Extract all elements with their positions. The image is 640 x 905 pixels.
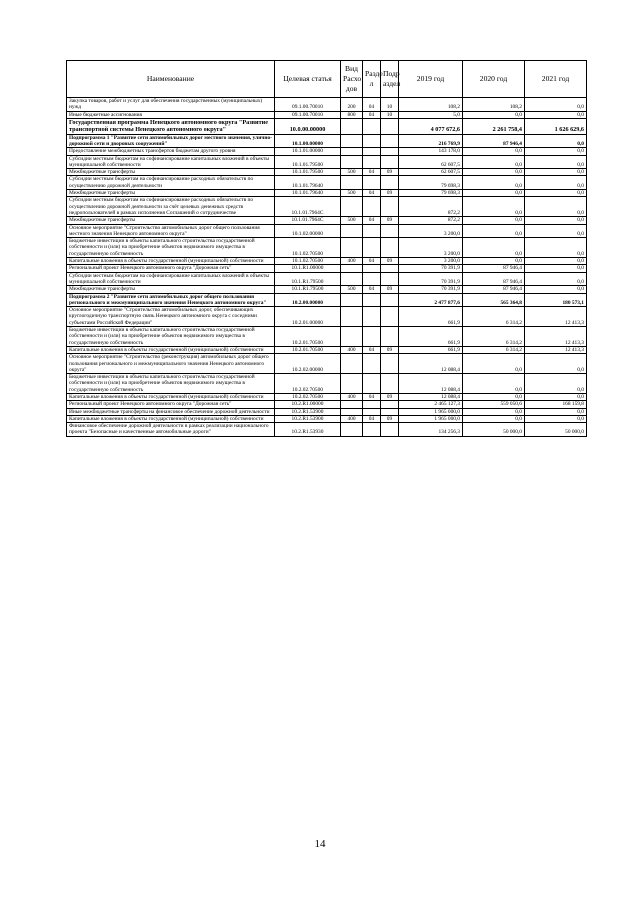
row-expense-type-cell xyxy=(341,148,363,155)
row-section-cell xyxy=(363,401,381,408)
row-expense-type-cell: 400 xyxy=(341,393,363,400)
table-row xyxy=(67,238,587,258)
row-2019-cell: 1 965 000,0 xyxy=(399,408,463,415)
row-name-cell: Иные межбюджетные трансферты на финансовое обеспечение дорожной деятельности xyxy=(67,408,275,415)
row-name-cell: Предоставление межбюджетных трансфертов бюджетам другого уровня xyxy=(67,148,275,155)
row-name-cell: Межбюджетные трансферты xyxy=(67,217,275,224)
row-name-cell: Межбюджетные трансферты xyxy=(67,169,275,176)
row-subsection-cell: 09 xyxy=(381,286,399,293)
header-subsection: Подр аздел xyxy=(381,61,399,98)
row-name-cell: Бюджетные инвестиции в объекты капитального строительства государственной собственности и (или) на приобретение объектов недвижимого имущества в государственную собственность xyxy=(67,327,275,347)
row-name-cell: Капитальные вложения в объекты государственной (муниципальной) собственности xyxy=(67,258,275,265)
row-name-cell: Межбюджетные трансферты xyxy=(67,286,275,293)
row-2019-cell: 872,2 xyxy=(399,217,463,224)
row-section-cell xyxy=(363,155,381,169)
row-section-cell: 04 xyxy=(363,190,381,197)
row-target-article-cell: 10.1.01.79640 xyxy=(275,176,341,190)
row-target-article-cell: 10.1.01.79640 xyxy=(275,190,341,197)
row-2020-cell: 0,0 xyxy=(463,238,525,258)
row-expense-type-cell: 400 xyxy=(341,346,363,353)
row-2021-cell: 0,0 xyxy=(525,169,587,176)
row-2021-cell: 180 573,1 xyxy=(525,293,587,307)
row-2019-cell: 2 477 877,6 xyxy=(399,293,463,307)
table-row xyxy=(67,354,587,374)
row-subsection-cell xyxy=(381,307,399,327)
table-row xyxy=(67,415,587,422)
row-2020-cell: 0,0 xyxy=(463,111,525,118)
row-expense-type-cell xyxy=(341,197,363,217)
row-target-article-cell: 10.2.02.70500 xyxy=(275,374,341,394)
row-subsection-cell xyxy=(381,423,399,437)
row-expense-type-cell: 500 xyxy=(341,190,363,197)
budget-table xyxy=(66,60,587,437)
row-target-article-cell: 10.1.01.00000 xyxy=(275,148,341,155)
row-2021-cell: 0,0 xyxy=(525,286,587,293)
row-target-article-cell: 10.1.01.79500 xyxy=(275,155,341,169)
row-2019-cell: 79 698,3 xyxy=(399,190,463,197)
row-2019-cell: 70 391,9 xyxy=(399,265,463,272)
row-expense-type-cell xyxy=(341,155,363,169)
table-body xyxy=(67,98,587,437)
row-2019-cell: 1 965 000,0 xyxy=(399,415,463,422)
row-2021-cell: 0,0 xyxy=(525,111,587,118)
row-2020-cell: 0,0 xyxy=(463,155,525,169)
row-expense-type-cell: 400 xyxy=(341,415,363,422)
row-section-cell xyxy=(363,374,381,394)
row-subsection-cell: 10 xyxy=(381,111,399,118)
row-2020-cell: 0,0 xyxy=(463,408,525,415)
row-2020-cell: 87 946,4 xyxy=(463,134,525,148)
row-2021-cell: 0,0 xyxy=(525,98,587,112)
table-row xyxy=(67,98,587,112)
row-expense-type-cell xyxy=(341,238,363,258)
row-name-cell: Межбюджетные трансферты xyxy=(67,190,275,197)
row-2019-cell: 661,9 xyxy=(399,307,463,327)
row-name-cell: Бюджетные инвестиции в объекты капитального строительства государственной собственности и (или) на приобретение объектов недвижимого имущества в государственную собственность xyxy=(67,374,275,394)
row-expense-type-cell xyxy=(341,374,363,394)
row-section-cell xyxy=(363,197,381,217)
row-section-cell xyxy=(363,272,381,286)
row-2019-cell: 5,0 xyxy=(399,111,463,118)
table-row xyxy=(67,401,587,408)
row-2019-cell: 12 088,4 xyxy=(399,354,463,374)
row-section-cell: 04 xyxy=(363,415,381,422)
row-expense-type-cell: 800 xyxy=(341,111,363,118)
row-target-article-cell: 10.1.R1.79500 xyxy=(275,272,341,286)
row-2019-cell: 62 607,5 xyxy=(399,169,463,176)
row-section-cell: 04 xyxy=(363,286,381,293)
row-2021-cell: 0,0 xyxy=(525,224,587,238)
table-row xyxy=(67,169,587,176)
row-subsection-cell: 10 xyxy=(381,98,399,112)
row-2020-cell: 0,0 xyxy=(463,148,525,155)
table-row xyxy=(67,111,587,118)
row-2021-cell: 1 626 629,6 xyxy=(525,118,587,134)
row-2021-cell: 0,0 xyxy=(525,265,587,272)
row-2021-cell: 12 413,3 xyxy=(525,307,587,327)
row-subsection-cell: 09 xyxy=(381,415,399,422)
row-section-cell xyxy=(363,238,381,258)
row-2021-cell: 0,0 xyxy=(525,354,587,374)
table-row xyxy=(67,272,587,286)
row-2020-cell: 87 946,4 xyxy=(463,265,525,272)
row-target-article-cell: 10.2.R1.53930 xyxy=(275,423,341,437)
row-2019-cell: 143 178,0 xyxy=(399,148,463,155)
row-name-cell: Бюджетные инвестиции в объекты капитального строительства государственной собственности и (или) на приобретение объектов недвижимого имущества в государственную собственность xyxy=(67,238,275,258)
row-2020-cell: 6 314,2 xyxy=(463,307,525,327)
row-2020-cell: 0,0 xyxy=(463,169,525,176)
row-subsection-cell: 09 xyxy=(381,169,399,176)
row-2019-cell: 661,9 xyxy=(399,346,463,353)
row-2021-cell: 50 000,0 xyxy=(525,423,587,437)
row-2021-cell: 0,0 xyxy=(525,217,587,224)
row-section-cell xyxy=(363,423,381,437)
row-2020-cell: 559 050,6 xyxy=(463,401,525,408)
header-expense-type: Вид Расхо дов xyxy=(341,61,363,98)
row-target-article-cell: 10.1.R1.79500 xyxy=(275,286,341,293)
row-2021-cell: 12 413,3 xyxy=(525,346,587,353)
row-section-cell xyxy=(363,118,381,134)
row-2020-cell: 0,0 xyxy=(463,217,525,224)
header-2019: 2019 год xyxy=(399,61,463,98)
row-subsection-cell xyxy=(381,176,399,190)
row-name-cell: Основное мероприятие "Строительство (реконструкция) автомобильных дорог общего пользования регионального и межмуниципального значения Ненецкого автономного округа" xyxy=(67,354,275,374)
row-2019-cell: 3 200,0 xyxy=(399,258,463,265)
row-target-article-cell: 10.1.01.7964С xyxy=(275,197,341,217)
row-2020-cell: 6 314,2 xyxy=(463,327,525,347)
row-2021-cell: 0,0 xyxy=(525,415,587,422)
table-row xyxy=(67,118,587,134)
row-subsection-cell xyxy=(381,327,399,347)
row-section-cell: 04 xyxy=(363,346,381,353)
row-2019-cell: 70 391,9 xyxy=(399,272,463,286)
row-name-cell: Основное мероприятие "Строительство автомобильных дорог, обеспечивающих круглогодичную транспортную связь Ненецкого автономного округа с соседними субъектами Российской Федерации" xyxy=(67,307,275,327)
row-subsection-cell: 09 xyxy=(381,190,399,197)
row-2021-cell: 0,0 xyxy=(525,155,587,169)
row-section-cell xyxy=(363,176,381,190)
row-subsection-cell xyxy=(381,118,399,134)
row-2020-cell: 0,0 xyxy=(463,374,525,394)
table-row xyxy=(67,307,587,327)
row-name-cell: Субсидии местным бюджетам на софинансирование капитальных вложений в объекты муниципальной собственности xyxy=(67,272,275,286)
row-section-cell xyxy=(363,224,381,238)
row-2019-cell: 661,9 xyxy=(399,327,463,347)
row-name-cell: Подпрограмма 2 "Развитие сети автомобильных дорог общего пользования регионального и межмуниципального значения Ненецкого автономного округа" xyxy=(67,293,275,307)
row-name-cell: Субсидии местным бюджетам на софинансирование расходных обязательств по осуществлению дорожной деятельности за счёт целевых денежных средств недропользователей в рамках исполнения Соглашений о сотрудничестве xyxy=(67,197,275,217)
row-expense-type-cell xyxy=(341,423,363,437)
row-subsection-cell xyxy=(381,148,399,155)
table-row xyxy=(67,224,587,238)
row-target-article-cell: 10.2.01.70500 xyxy=(275,346,341,353)
row-subsection-cell xyxy=(381,224,399,238)
row-section-cell: 04 xyxy=(363,169,381,176)
row-name-cell: Закупка товаров, работ и услуг для обеспечения государственных (муниципальных) нужд xyxy=(67,98,275,112)
table-row xyxy=(67,265,587,272)
row-2021-cell: 168 159,8 xyxy=(525,401,587,408)
row-2021-cell: 0,0 xyxy=(525,258,587,265)
row-2020-cell: 6 314,2 xyxy=(463,346,525,353)
table-row xyxy=(67,155,587,169)
row-2019-cell: 12 088,4 xyxy=(399,374,463,394)
row-target-article-cell: 10.1.01.7964С xyxy=(275,217,341,224)
row-expense-type-cell: 200 xyxy=(341,98,363,112)
row-section-cell xyxy=(363,354,381,374)
row-subsection-cell xyxy=(381,272,399,286)
header-2020: 2020 год xyxy=(463,61,525,98)
row-name-cell: Региональный проект Ненецкого автономного округа "Дорожная сеть" xyxy=(67,265,275,272)
row-section-cell: 04 xyxy=(363,98,381,112)
row-expense-type-cell xyxy=(341,272,363,286)
row-expense-type-cell: 500 xyxy=(341,217,363,224)
header-row xyxy=(67,61,587,98)
row-expense-type-cell xyxy=(341,307,363,327)
row-expense-type-cell xyxy=(341,327,363,347)
row-target-article-cell: 10.1.02.00000 xyxy=(275,224,341,238)
row-target-article-cell: 10.2.R1.53900 xyxy=(275,415,341,422)
table-row xyxy=(67,346,587,353)
row-2020-cell: 0,0 xyxy=(463,197,525,217)
row-2020-cell: 2 261 758,4 xyxy=(463,118,525,134)
budget-table-container xyxy=(66,60,586,437)
row-2020-cell: 0,0 xyxy=(463,258,525,265)
row-2021-cell: 0,0 xyxy=(525,272,587,286)
row-section-cell: 04 xyxy=(363,393,381,400)
row-2020-cell: 0,0 xyxy=(463,354,525,374)
row-expense-type-cell: 500 xyxy=(341,169,363,176)
row-2021-cell: 0,0 xyxy=(525,408,587,415)
row-name-cell: Капитальные вложения в объекты государственной (муниципальной) собственности xyxy=(67,346,275,353)
row-section-cell: 04 xyxy=(363,217,381,224)
row-subsection-cell: 09 xyxy=(381,346,399,353)
row-name-cell: Капитальные вложения в объекты государственной (муниципальной) собственности xyxy=(67,393,275,400)
row-name-cell: Подпрограмма 1 "Развитие сети автомобильных дорог местного значения, улично-дорожной сети и дворовых сооружений" xyxy=(67,134,275,148)
row-expense-type-cell xyxy=(341,265,363,272)
row-subsection-cell xyxy=(381,238,399,258)
header-name: Наименование xyxy=(67,61,275,98)
row-expense-type-cell: 500 xyxy=(341,286,363,293)
row-target-article-cell: 10.2.R1.00000 xyxy=(275,401,341,408)
row-2021-cell: 0,0 xyxy=(525,238,587,258)
row-name-cell: Иные бюджетные ассигнования xyxy=(67,111,275,118)
row-2021-cell: 0,0 xyxy=(525,190,587,197)
row-2019-cell: 108,2 xyxy=(399,98,463,112)
row-name-cell: Региональный проект Ненецкого автономного округа "Дорожная сеть" xyxy=(67,401,275,408)
row-2019-cell: 62 607,5 xyxy=(399,155,463,169)
table-row xyxy=(67,148,587,155)
row-subsection-cell: 09 xyxy=(381,393,399,400)
row-2020-cell: 565 364,8 xyxy=(463,293,525,307)
row-target-article-cell: 10.2.00.00000 xyxy=(275,293,341,307)
table-row xyxy=(67,217,587,224)
row-2020-cell: 0,0 xyxy=(463,176,525,190)
row-section-cell xyxy=(363,265,381,272)
row-subsection-cell: 09 xyxy=(381,258,399,265)
row-section-cell xyxy=(363,307,381,327)
row-2020-cell: 50 000,0 xyxy=(463,423,525,437)
header-target-article: Целевая статья xyxy=(275,61,341,98)
row-name-cell: Финансовое обеспечение дорожной деятельности в рамках реализации национального проекта "Безопасные и качественные автомобильные дороги" xyxy=(67,423,275,437)
row-expense-type-cell: 400 xyxy=(341,258,363,265)
row-target-article-cell: 10.2.01.00000 xyxy=(275,307,341,327)
row-name-cell: Субсидии местным бюджетам на софинансирование расходных обязательств по осуществлению дорожной деятельности xyxy=(67,176,275,190)
row-2021-cell: 12 413,3 xyxy=(525,327,587,347)
row-subsection-cell xyxy=(381,293,399,307)
row-expense-type-cell xyxy=(341,408,363,415)
table-row xyxy=(67,327,587,347)
row-subsection-cell xyxy=(381,265,399,272)
table-row xyxy=(67,134,587,148)
table-row xyxy=(67,408,587,415)
row-subsection-cell xyxy=(381,354,399,374)
row-section-cell xyxy=(363,327,381,347)
row-section-cell: 04 xyxy=(363,111,381,118)
row-section-cell xyxy=(363,148,381,155)
table-row xyxy=(67,393,587,400)
row-expense-type-cell xyxy=(341,224,363,238)
row-name-cell: Капитальные вложения в объекты государственной (муниципальной) собственности xyxy=(67,415,275,422)
row-2019-cell: 134 256,3 xyxy=(399,423,463,437)
row-section-cell xyxy=(363,134,381,148)
row-target-article-cell: 10.1.02.70500 xyxy=(275,238,341,258)
row-subsection-cell xyxy=(381,134,399,148)
row-subsection-cell: 09 xyxy=(381,217,399,224)
row-subsection-cell xyxy=(381,408,399,415)
row-2021-cell: 0,0 xyxy=(525,197,587,217)
row-2019-cell: 79 698,3 xyxy=(399,176,463,190)
table-row xyxy=(67,293,587,307)
row-2020-cell: 0,0 xyxy=(463,415,525,422)
table-row xyxy=(67,190,587,197)
row-2019-cell: 872,2 xyxy=(399,197,463,217)
table-row xyxy=(67,374,587,394)
header-2021: 2021 год xyxy=(525,61,587,98)
row-expense-type-cell xyxy=(341,401,363,408)
row-subsection-cell xyxy=(381,374,399,394)
row-target-article-cell: 10.2.R1.53900 xyxy=(275,408,341,415)
row-target-article-cell: 10.2.02.00000 xyxy=(275,354,341,374)
row-2021-cell: 0,0 xyxy=(525,374,587,394)
row-expense-type-cell xyxy=(341,293,363,307)
row-target-article-cell: 10.1.R1.00000 xyxy=(275,265,341,272)
table-row xyxy=(67,286,587,293)
row-2020-cell: 0,0 xyxy=(463,190,525,197)
row-expense-type-cell xyxy=(341,354,363,374)
row-2021-cell: 0,0 xyxy=(525,393,587,400)
row-2019-cell: 3 200,0 xyxy=(399,224,463,238)
row-target-article-cell: 10.2.01.70500 xyxy=(275,327,341,347)
row-expense-type-cell xyxy=(341,134,363,148)
row-2019-cell: 70 391,9 xyxy=(399,286,463,293)
row-2020-cell: 0,0 xyxy=(463,393,525,400)
row-2019-cell: 3 200,0 xyxy=(399,238,463,258)
row-2021-cell: 0,0 xyxy=(525,134,587,148)
row-2019-cell: 2 465 127,3 xyxy=(399,401,463,408)
page-number: 14 xyxy=(314,838,326,850)
table-row xyxy=(67,258,587,265)
header-section: Разде л xyxy=(363,61,381,98)
row-2020-cell: 0,0 xyxy=(463,224,525,238)
row-2020-cell: 87 946,4 xyxy=(463,272,525,286)
row-target-article-cell: 10.0.00.00000 xyxy=(275,118,341,134)
row-2020-cell: 87 946,4 xyxy=(463,286,525,293)
row-expense-type-cell xyxy=(341,176,363,190)
row-target-article-cell: 09.1.00.70010 xyxy=(275,111,341,118)
row-target-article-cell: 10.1.01.79500 xyxy=(275,169,341,176)
row-section-cell xyxy=(363,408,381,415)
row-target-article-cell: 10.2.02.70500 xyxy=(275,393,341,400)
row-2019-cell: 12 088,4 xyxy=(399,393,463,400)
row-subsection-cell xyxy=(381,197,399,217)
table-row xyxy=(67,423,587,437)
row-expense-type-cell xyxy=(341,118,363,134)
row-name-cell: Основное мероприятие "Строительство автомобильных дорог общего пользования местного значения Ненецкого автономного округа" xyxy=(67,224,275,238)
table-row xyxy=(67,197,587,217)
row-target-article-cell: 10.1.02.70500 xyxy=(275,258,341,265)
row-target-article-cell: 09.1.00.70010 xyxy=(275,98,341,112)
row-name-cell: Государственная программа Ненецкого автономного округа "Развитие транспортной системы Ненецкого автономного округа" xyxy=(67,118,275,134)
row-subsection-cell xyxy=(381,155,399,169)
row-subsection-cell xyxy=(381,401,399,408)
table-row xyxy=(67,176,587,190)
row-2021-cell: 0,0 xyxy=(525,176,587,190)
row-name-cell: Субсидии местным бюджетам на софинансирование капитальных вложений в объекты муниципальной собственности xyxy=(67,155,275,169)
row-2020-cell: 108,2 xyxy=(463,98,525,112)
row-2019-cell: 4 077 672,6 xyxy=(399,118,463,134)
row-target-article-cell: 10.1.00.00000 xyxy=(275,134,341,148)
row-2021-cell: 0,0 xyxy=(525,148,587,155)
row-section-cell: 04 xyxy=(363,258,381,265)
row-2019-cell: 216 769,9 xyxy=(399,134,463,148)
row-section-cell xyxy=(363,293,381,307)
